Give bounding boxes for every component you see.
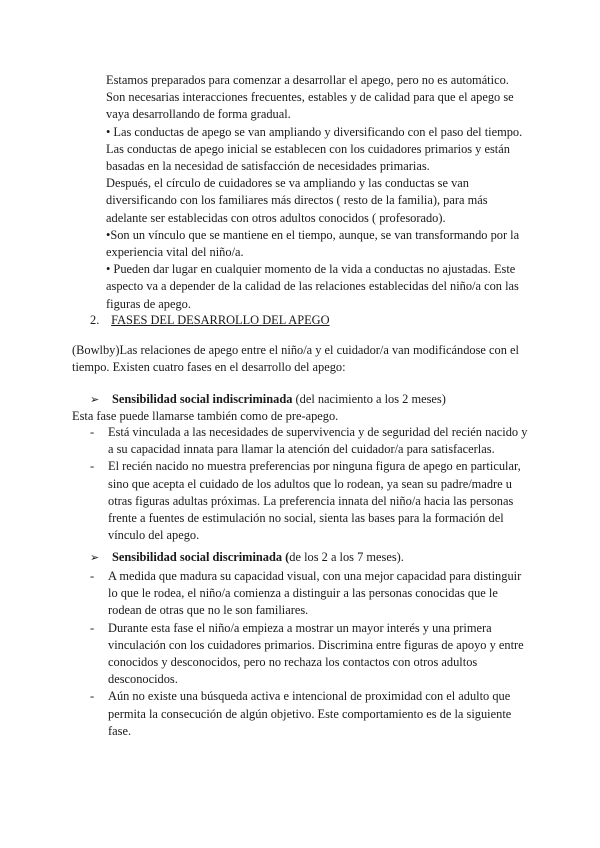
section-heading <box>90 312 510 329</box>
stage-heading <box>90 391 530 408</box>
stage-bullet-list <box>90 568 530 740</box>
stage-range: de los 2 a los 7 meses). <box>289 550 404 564</box>
stage-title: Sensibilidad social indiscriminada <box>112 392 293 406</box>
stage-title: Sensibilidad social discriminada ( <box>112 550 290 564</box>
intro-line: Estamos preparados para comenzar a desarrollar el apego, pero no es automático. <box>106 73 509 87</box>
list-item-text: Aún no existe una búsqueda activa e intencional de proximidad con el adulto que permita la consecución de algún objetivo. Este comportamiento es de la siguiente fase. <box>108 689 512 738</box>
list-item-text: Durante esta fase el niño/a empieza a mostrar un mayor interés y una primera vinculación con los cuidadores primarios. Discrimina entre figuras de apoyo y entre conocidos y desconocidos, pero no rechaza los contactos con otros adultos desconocidos. <box>108 620 524 687</box>
dash-marker: - <box>90 569 95 583</box>
intro-line: Son necesarias interacciones frecuentes, estables y de calidad para que el apego se vaya desarrollando de forma gradual. <box>106 90 514 122</box>
section-title: FASES DEL DESARROLLO DEL APEGO <box>111 313 330 327</box>
stage-intro: Esta fase puede llamarse también como de pre-apego. <box>72 409 339 423</box>
dash-marker: - <box>90 620 95 635</box>
section-number: 2. <box>90 313 100 327</box>
list-item <box>90 424 530 458</box>
stage-heading <box>90 549 530 566</box>
intro-paragraphs <box>106 72 526 313</box>
dash-marker: - <box>90 689 95 704</box>
list-item <box>90 458 530 544</box>
stage-bullet-list <box>90 424 530 544</box>
list-item-text: El recién nacido no muestra preferencias por ninguna figura de apego en particular, sino que acepta el cuidado de los adultos que lo rodean, ya sean su padre/madre u otras figuras adultas próximas. La preferencia innata del niño/a hacia las personas frente a fuentes de estimulación no social, sienta las bases para la formación del vínculo del apego. <box>108 459 521 543</box>
dash-marker: - <box>90 459 95 474</box>
intro-line: • Las conductas de apego se van ampliando y diversificando con el paso del tiempo. <box>106 124 523 139</box>
intro-line: •Son un vínculo que se mantiene en el tiempo, aunque, se van transformando por la experiencia vital del niño/a. <box>106 227 520 260</box>
arrow-bullet-icon: ➢ <box>90 551 100 564</box>
list-item-text: Está vinculada a las necesidades de supervivencia y de seguridad del recién nacido y a su capacidad innata para llamar la atención del cuidador/a para satisfacerlas. <box>108 425 528 457</box>
intro-line: • Pueden dar lugar en cualquier momento de la vida a conductas no ajustadas. Este aspecto va a depender de la calidad de las relaciones establecidas del niño/a con las figuras de apego. <box>106 262 519 311</box>
intro-line: Las conductas de apego inicial se establecen con los cuidadores primarios y están basadas en la necesidad de satisfacción de necesidades primarias. <box>106 141 510 174</box>
dash-marker: - <box>90 425 95 439</box>
stage-range: (del nacimiento a los 2 meses) <box>292 392 446 406</box>
list-item <box>90 620 530 689</box>
list-item <box>90 688 530 740</box>
intro-line: Después, el círculo de cuidadores se va ampliando y las conductas se van diversificando con los familiares más directos ( resto de la familia), para más adelante ser establecidas con otros adultos conocidos ( profesorado). <box>106 176 488 225</box>
section-lead: (Bowlby)Las relaciones de apego entre el niño/a y el cuidador/a van modificándose con el tiempo. Existen cuatro fases en el desarrollo del apego: <box>72 343 519 375</box>
list-item-text: A medida que madura su capacidad visual, con una mejor capacidad para distinguir lo que le rodea, el niño/a comienza a distinguir a las personas conocidas que le rodean de otras que no le son familiares. <box>108 569 522 618</box>
arrow-bullet-icon: ➢ <box>90 393 100 406</box>
list-item <box>90 568 530 620</box>
